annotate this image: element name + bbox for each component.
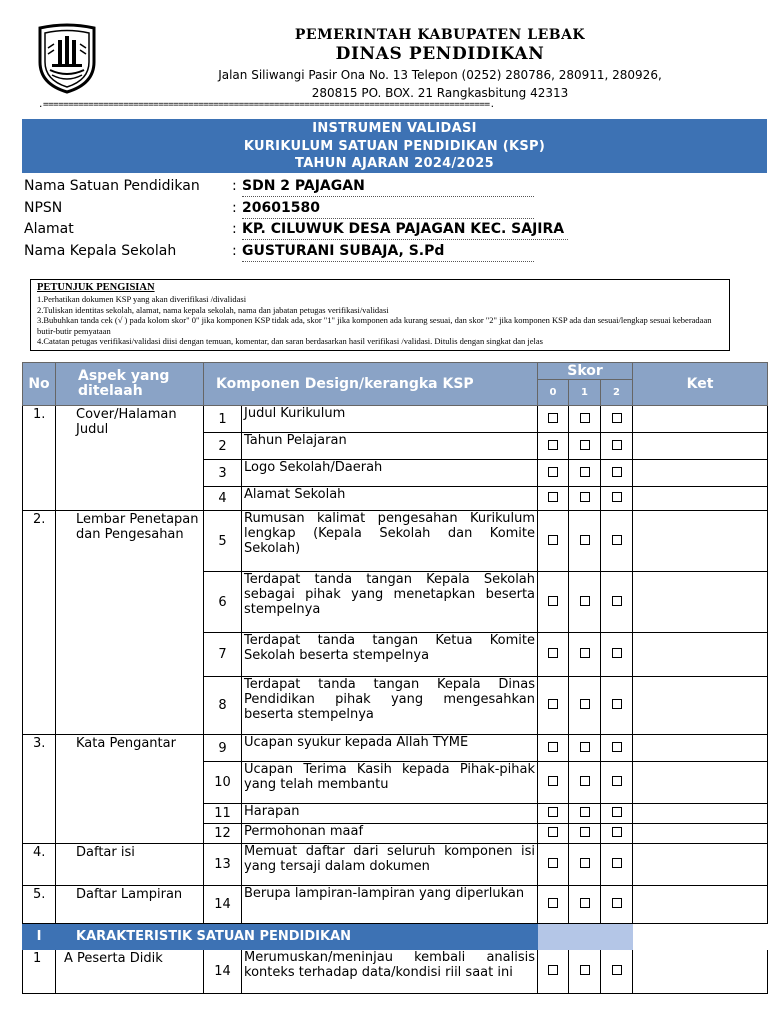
score-cell-0 — [538, 511, 569, 572]
section-number: I — [23, 924, 56, 950]
component-number: 5 — [204, 511, 242, 572]
header-no: No — [23, 363, 56, 406]
identity-label: Alamat — [24, 221, 74, 237]
component-text: Terdapat tanda tangan Ketua Komite Sekolah beserta stempelnya — [242, 633, 538, 677]
identity-label: Nama Satuan Pendidikan — [24, 178, 200, 194]
score-cell-2 — [601, 460, 633, 487]
score-cell-0 — [538, 406, 569, 433]
score-checkbox-1[interactable] — [580, 965, 590, 975]
score-cell-2 — [601, 633, 633, 677]
aspect-label: Daftar isi — [56, 844, 204, 886]
score-cell-2 — [601, 824, 633, 844]
score-checkbox-1[interactable] — [580, 776, 590, 786]
kabupaten-lebak-emblem-icon — [34, 22, 100, 94]
score-cell-1 — [569, 762, 601, 804]
score-cell-1 — [569, 886, 601, 924]
aspect-label: Daftar Lampiran — [56, 886, 204, 924]
header-komponen: Komponen Design/kerangka KSP — [204, 363, 538, 406]
notes-cell[interactable] — [633, 950, 768, 994]
component-number: 8 — [204, 677, 242, 735]
identity-label: NPSN — [24, 199, 63, 216]
identity-row-school-name — [24, 176, 744, 198]
score-checkbox-0[interactable] — [548, 965, 558, 975]
score-checkbox-2[interactable] — [612, 699, 622, 709]
aspect-label: Kata Pengantar — [56, 735, 204, 844]
notes-cell[interactable] — [633, 844, 768, 886]
score-checkbox-2[interactable] — [612, 807, 622, 817]
score-cell-0 — [538, 633, 569, 677]
component-text: Logo Sekolah/Daerah — [242, 460, 538, 487]
component-text: Permohonan maaf — [242, 824, 538, 844]
header-skor-0: 0 — [538, 380, 569, 406]
component-number: 7 — [204, 633, 242, 677]
table-row — [23, 886, 768, 924]
score-checkbox-0[interactable] — [548, 827, 558, 837]
score-cell-1 — [569, 633, 601, 677]
component-text: Terdapat tanda tangan Kepala Sekolah sebagai pihak yang menetapkan beserta stempelnya — [242, 572, 538, 633]
score-cell-2 — [601, 677, 633, 735]
notes-cell[interactable] — [633, 677, 768, 735]
instruction-item: 1.Perhatikan dokumen KSP yang akan diverifikasi /divalidasi — [37, 294, 247, 304]
component-text: Merumuskan/meninjau kembali analisis konteks terhadap data/kondisi riil saat ini — [242, 950, 538, 994]
score-checkbox-0[interactable] — [548, 776, 558, 786]
identity-value: 20601580 — [242, 198, 534, 219]
component-text: Ucapan syukur kepada Allah TYME — [242, 735, 538, 762]
header-skor-1: 1 — [569, 380, 601, 406]
header-skor-2: 2 — [601, 380, 633, 406]
score-cell-1 — [569, 487, 601, 511]
notes-cell[interactable] — [633, 735, 768, 762]
component-number: 10 — [204, 762, 242, 804]
address-line-2: 280815 PO. BOX. 21 Rangkasbitung 42313 — [311, 86, 569, 100]
notes-cell[interactable] — [633, 633, 768, 677]
government-name: PEMERINTAH KABUPATEN LEBAK — [294, 27, 586, 43]
score-cell-2 — [601, 406, 633, 433]
table-row — [23, 511, 768, 572]
score-checkbox-2[interactable] — [612, 827, 622, 837]
score-cell-1 — [569, 433, 601, 460]
title-line-2: KURIKULUM SATUAN PENDIDIKAN (KSP) — [243, 138, 546, 154]
score-checkbox-1[interactable] — [580, 648, 590, 658]
table-row — [23, 406, 768, 433]
score-cell-0 — [538, 677, 569, 735]
score-checkbox-1[interactable] — [580, 699, 590, 709]
score-cell-0 — [538, 886, 569, 924]
identity-row-npsn — [24, 198, 744, 220]
score-cell-2 — [601, 511, 633, 572]
component-number: 14 — [204, 950, 242, 994]
score-checkbox-0[interactable] — [548, 596, 558, 606]
identity-row-address — [24, 219, 744, 241]
component-number: 9 — [204, 735, 242, 762]
notes-cell[interactable] — [633, 886, 768, 924]
score-checkbox-0[interactable] — [548, 440, 558, 450]
score-cell-2 — [601, 844, 633, 886]
score-checkbox-1[interactable] — [580, 440, 590, 450]
score-checkbox-1[interactable] — [580, 596, 590, 606]
aspect-label: Cover/Halaman Judul — [56, 406, 204, 511]
title-line-1: INSTRUMEN VALIDASI — [312, 121, 477, 136]
score-cell-0 — [538, 844, 569, 886]
score-checkbox-2[interactable] — [612, 648, 622, 658]
address-line-1: Jalan Siliwangi Pasir Ona No. 13 Telepon (0252) 280786, 280911, 280926, — [218, 68, 662, 82]
notes-cell[interactable] — [633, 406, 768, 433]
component-text: Alamat Sekolah — [242, 487, 538, 511]
component-text: Terdapat tanda tangan Kepala Dinas Pendidikan pihak yang mengesahkan beserta stempelnya — [242, 677, 538, 735]
section-ket-fill — [633, 924, 768, 950]
score-cell-2 — [601, 433, 633, 460]
row-number: 1. — [23, 406, 56, 511]
component-number: 14 — [204, 886, 242, 924]
score-checkbox-0[interactable] — [548, 742, 558, 752]
score-checkbox-1[interactable] — [580, 807, 590, 817]
identity-value: GUSTURANI SUBAJA, S.Pd — [242, 241, 534, 262]
aspect-label: A Peserta Didik — [56, 950, 204, 994]
score-checkbox-2[interactable] — [612, 467, 622, 477]
score-checkbox-2[interactable] — [612, 965, 622, 975]
score-cell-1 — [569, 572, 601, 633]
component-number: 12 — [204, 824, 242, 844]
identity-value: KP. CILUWUK DESA PAJAGAN KEC. SAJIRA — [242, 219, 568, 240]
instruction-item: 3.Bubuhkan tanda cek (√ ) pada kolom skor" 0" jika komponen KSP tidak ada, skor "1" jika komponen ada kurang sesuai, dan skor "2" jika komponen KSP ada dan sesuai/lengkap sesuai keberadaan butir-butir pemyataan — [37, 315, 712, 336]
header-aspek: Aspek yang ditelaah — [56, 363, 204, 406]
header-skor: Skor — [538, 363, 633, 380]
score-checkbox-0[interactable] — [548, 898, 558, 908]
score-checkbox-2[interactable] — [612, 898, 622, 908]
score-cell-1 — [569, 460, 601, 487]
section-skor-fill — [538, 924, 633, 950]
instructions-box — [30, 279, 730, 351]
component-text: Memuat daftar dari seluruh komponen isi yang tersaji dalam dokumen — [242, 844, 538, 886]
score-cell-2 — [601, 804, 633, 824]
identity-colon: : — [232, 242, 237, 259]
row-number: 5. — [23, 886, 56, 924]
score-cell-0 — [538, 824, 569, 844]
score-checkbox-1[interactable] — [580, 492, 590, 502]
instruction-item: 4.Catatan petugas verifikasi/validasi diisi dengan temuan, komentar, dan saran berdasarkan hasil verifikasi /validasi. Ditulis dengan singkat dan jelas — [37, 336, 543, 346]
letterhead-divider: .=========================================================================================. — [38, 100, 495, 110]
section-title: KARAKTERISTIK SATUAN PENDIDIKAN — [56, 924, 538, 950]
school-identity — [24, 176, 744, 262]
notes-cell[interactable] — [633, 511, 768, 572]
row-number: 2. — [23, 511, 56, 735]
score-checkbox-0[interactable] — [548, 492, 558, 502]
score-checkbox-2[interactable] — [612, 742, 622, 752]
score-cell-0 — [538, 460, 569, 487]
instruction-item: 2.Tuliskan identitas sekolah, alamat, nama kepala sekolah, nama dan jabatan petugas verifikasi/validasi — [37, 304, 389, 315]
score-checkbox-2[interactable] — [612, 535, 622, 545]
score-checkbox-2[interactable] — [612, 492, 622, 502]
score-cell-1 — [569, 824, 601, 844]
score-cell-1 — [569, 406, 601, 433]
component-number: 4 — [204, 487, 242, 511]
score-cell-0 — [538, 735, 569, 762]
score-checkbox-1[interactable] — [580, 742, 590, 752]
score-cell-0 — [538, 804, 569, 824]
score-cell-1 — [569, 511, 601, 572]
title-line-3: TAHUN AJARAN 2024/2025 — [295, 156, 494, 171]
identity-colon: : — [232, 199, 237, 216]
score-cell-0 — [538, 950, 569, 994]
letterhead — [0, 0, 768, 118]
score-cell-2 — [601, 572, 633, 633]
component-text: Tahun Pelajaran — [242, 433, 538, 460]
score-checkbox-1[interactable] — [580, 535, 590, 545]
score-checkbox-2[interactable] — [612, 440, 622, 450]
score-checkbox-0[interactable] — [548, 858, 558, 868]
notes-cell[interactable] — [633, 460, 768, 487]
score-cell-2 — [601, 487, 633, 511]
table-row — [23, 950, 768, 994]
score-cell-2 — [601, 886, 633, 924]
department-name: DINAS PENDIDIKAN — [335, 44, 545, 64]
identity-label: Nama Kepala Sekolah — [24, 242, 177, 259]
score-cell-0 — [538, 572, 569, 633]
identity-colon: : — [232, 178, 237, 194]
row-number: 1 — [23, 950, 56, 994]
score-cell-2 — [601, 762, 633, 804]
component-text: Harapan — [242, 804, 538, 824]
score-checkbox-1[interactable] — [580, 413, 590, 423]
identity-value: SDN 2 PAJAGAN — [242, 176, 534, 197]
table-body — [23, 406, 768, 994]
component-text: Berupa lampiran-lampiran yang diperlukan — [242, 886, 538, 924]
identity-row-principal — [24, 241, 744, 263]
score-checkbox-0[interactable] — [548, 699, 558, 709]
score-cell-1 — [569, 844, 601, 886]
component-text: Judul Kurikulum — [242, 406, 538, 433]
notes-cell[interactable] — [633, 433, 768, 460]
score-checkbox-0[interactable] — [548, 413, 558, 423]
notes-cell[interactable] — [633, 824, 768, 844]
score-cell-1 — [569, 677, 601, 735]
score-checkbox-0[interactable] — [548, 535, 558, 545]
row-number: 4. — [23, 844, 56, 886]
score-checkbox-0[interactable] — [548, 648, 558, 658]
table-row — [23, 735, 768, 762]
instructions-title: PETUNJUK PENGISIAN — [37, 282, 155, 293]
document-title-banner — [22, 119, 767, 173]
header-ket: Ket — [633, 363, 768, 406]
score-cell-1 — [569, 735, 601, 762]
notes-cell[interactable] — [633, 804, 768, 824]
score-cell-1 — [569, 804, 601, 824]
score-cell-0 — [538, 487, 569, 511]
component-number: 1 — [204, 406, 242, 433]
component-number: 11 — [204, 804, 242, 824]
validation-table — [22, 362, 768, 994]
component-number: 13 — [204, 844, 242, 886]
notes-cell[interactable] — [633, 762, 768, 804]
section-header-row — [23, 924, 768, 950]
score-cell-0 — [538, 762, 569, 804]
table-row — [23, 844, 768, 886]
score-cell-2 — [601, 735, 633, 762]
score-checkbox-2[interactable] — [612, 858, 622, 868]
aspect-label: Lembar Penetapan dan Pengesahan — [56, 511, 204, 735]
score-cell-1 — [569, 950, 601, 994]
component-number: 2 — [204, 433, 242, 460]
score-cell-2 — [601, 950, 633, 994]
score-checkbox-2[interactable] — [612, 596, 622, 606]
score-checkbox-1[interactable] — [580, 858, 590, 868]
score-checkbox-1[interactable] — [580, 827, 590, 837]
component-text: Ucapan Terima Kasih kepada Pihak-pihak yang telah membantu — [242, 762, 538, 804]
score-checkbox-2[interactable] — [612, 413, 622, 423]
identity-colon: : — [232, 221, 237, 237]
notes-cell[interactable] — [633, 487, 768, 511]
score-checkbox-2[interactable] — [612, 776, 622, 786]
component-number: 6 — [204, 572, 242, 633]
score-checkbox-1[interactable] — [580, 467, 590, 477]
score-cell-0 — [538, 433, 569, 460]
component-number: 3 — [204, 460, 242, 487]
component-text: Rumusan kalimat pengesahan Kurikulum lengkap (Kepala Sekolah dan Komite Sekolah) — [242, 511, 538, 572]
score-checkbox-0[interactable] — [548, 807, 558, 817]
score-checkbox-0[interactable] — [548, 467, 558, 477]
notes-cell[interactable] — [633, 572, 768, 633]
score-checkbox-1[interactable] — [580, 898, 590, 908]
row-number: 3. — [23, 735, 56, 844]
